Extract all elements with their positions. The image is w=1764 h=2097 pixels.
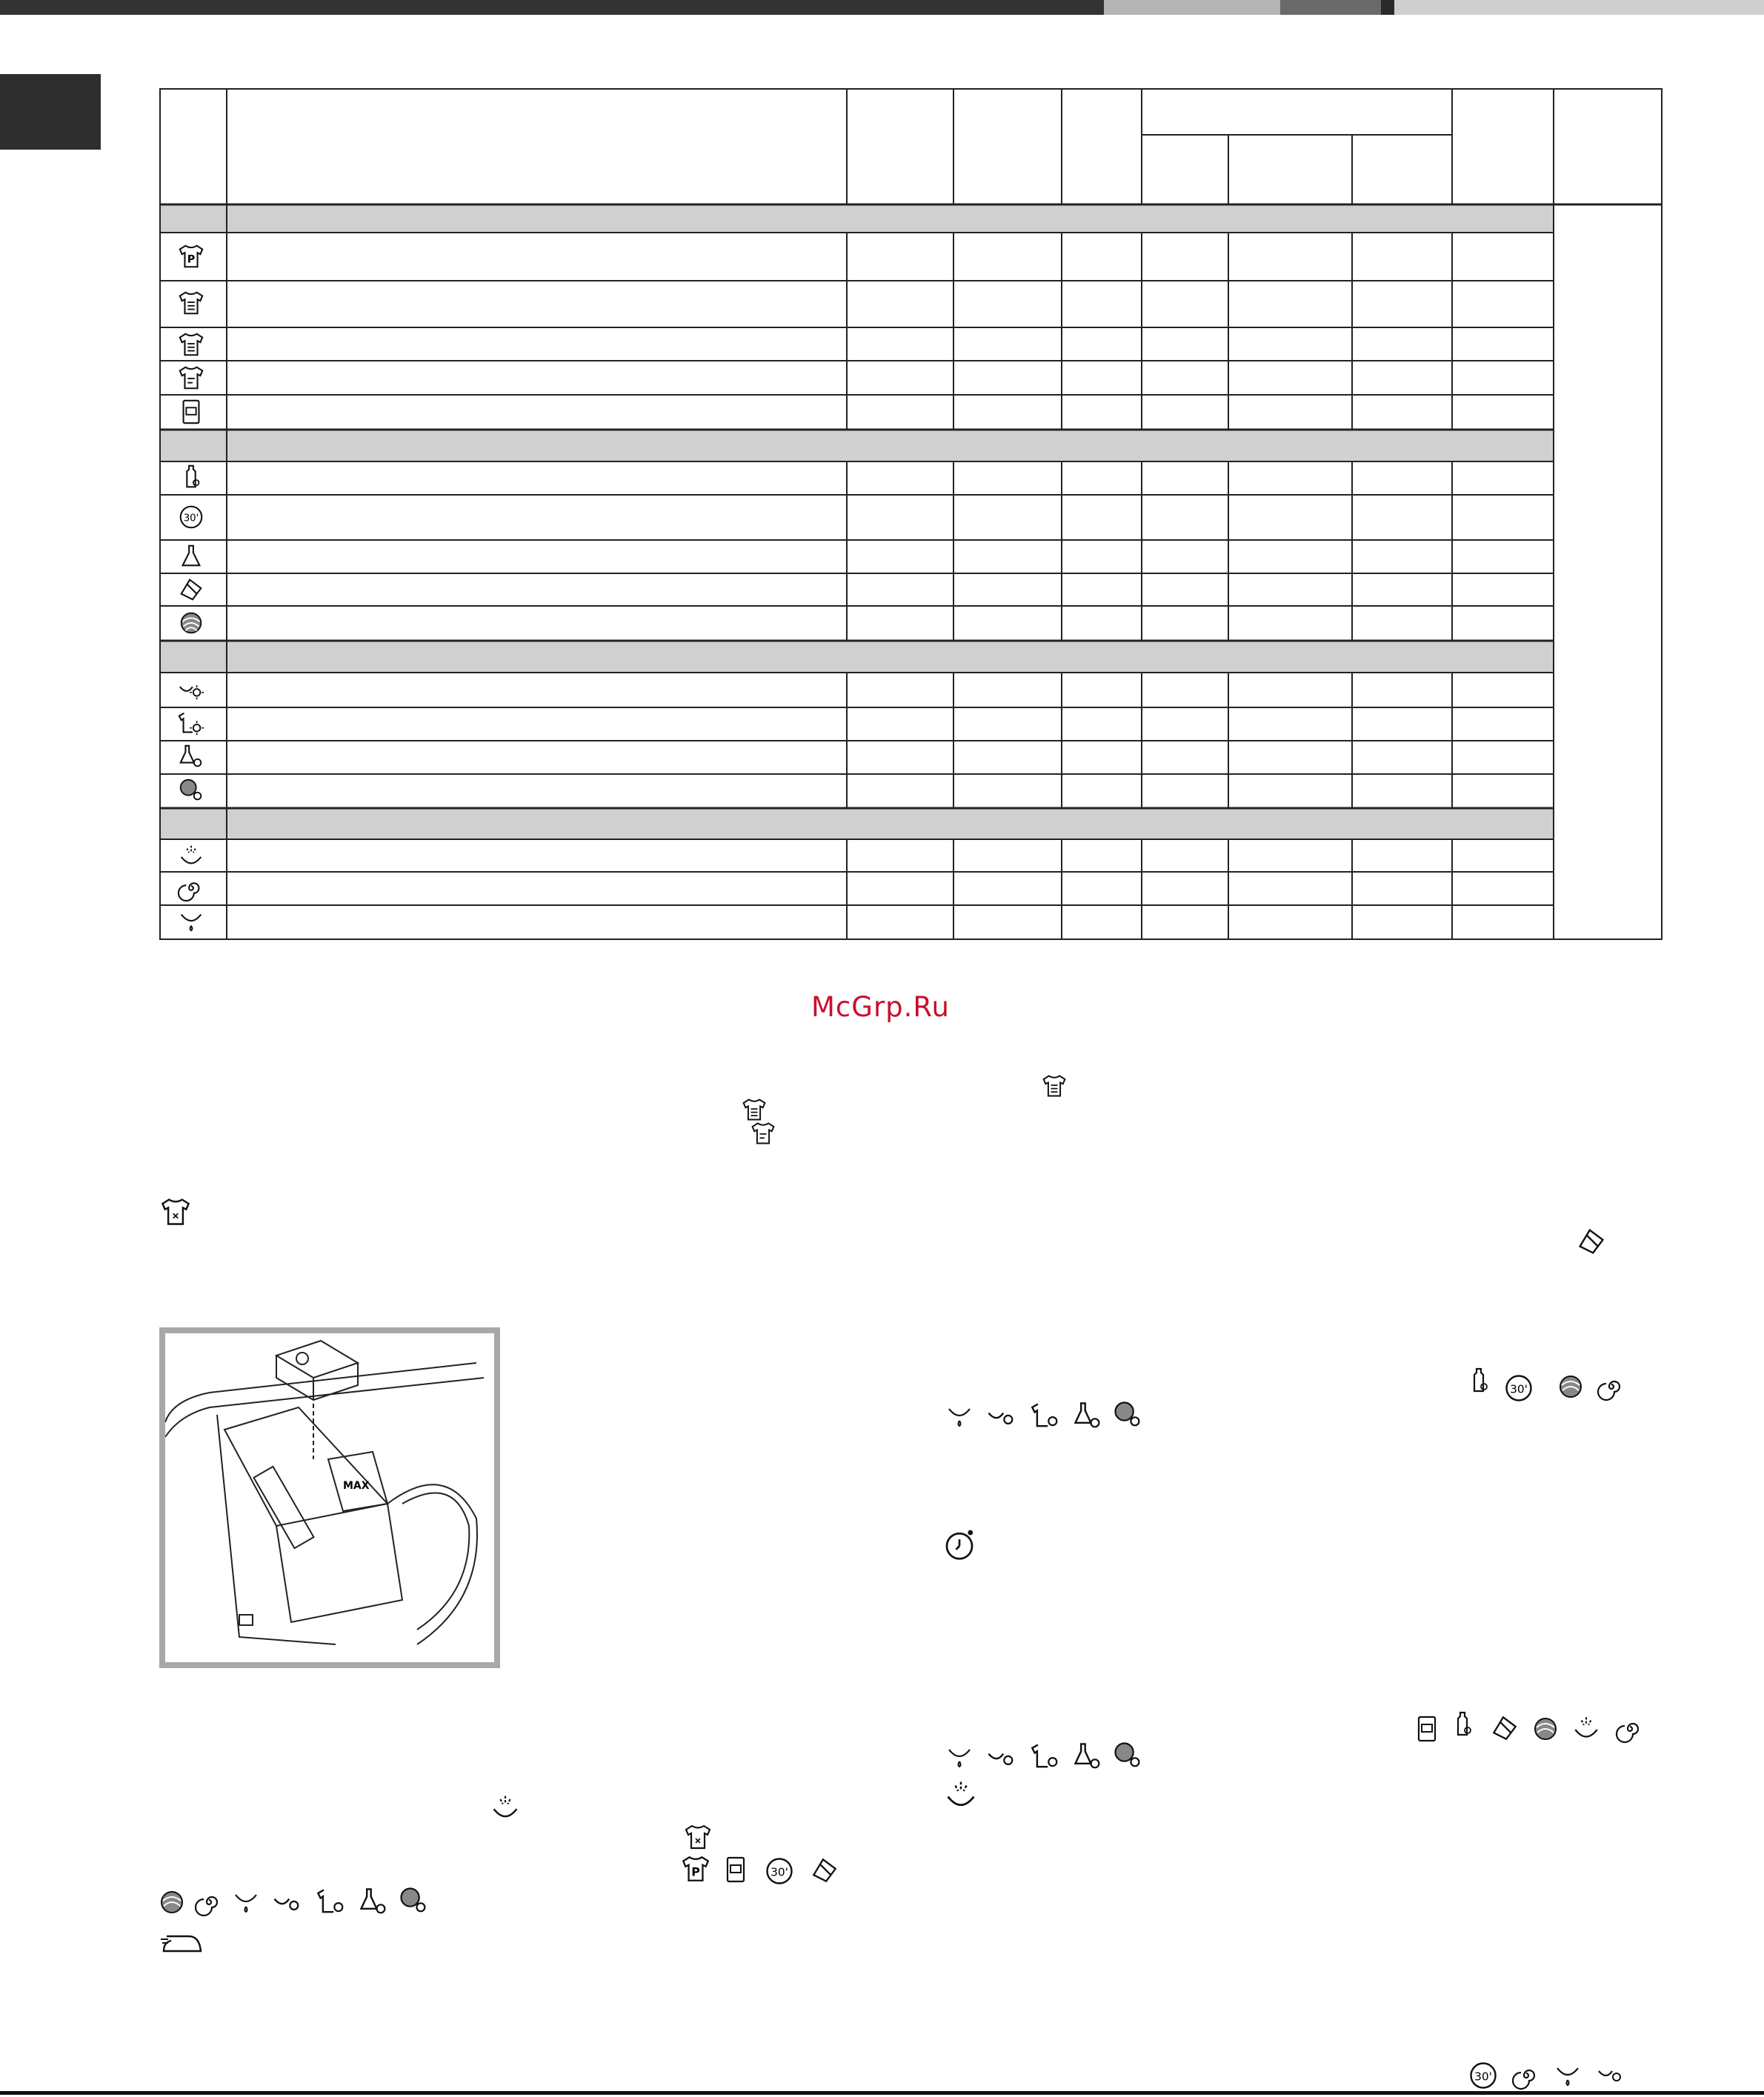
silk-hand-icon [1489,1713,1520,1744]
jeans-tag-icon [177,398,205,426]
spin-icon [1615,1714,1645,1744]
max-label: MAX [343,1480,370,1492]
mixed-30-icon [1467,2059,1500,2092]
rinse-sun-icon [1594,2059,1627,2089]
svg-text:30': 30' [183,513,199,524]
section-row-shade [159,430,1554,461]
shirt-stain-icon [682,1822,714,1852]
header-bar-pale [1394,0,1764,15]
mixed-30-icon [177,503,205,531]
t-shirt-p-icon [680,1853,711,1884]
timer-icon [942,1526,976,1563]
drain-icon [231,1887,261,1917]
shirt-sun-icon [1030,1741,1062,1773]
svg-text:P: P [187,253,196,266]
silk-hand-icon [177,576,205,604]
table-grid [159,88,1663,940]
t-shirt-lines-icon [177,289,205,317]
shirt-sun-icon [316,1886,348,1918]
t-shirt-lines-icon [741,1096,768,1123]
jeans-tag-icon [721,1853,750,1886]
spin-icon [194,1887,224,1917]
drawer-illustration [165,1333,494,1662]
t-shirt-p-icon [177,242,205,270]
watermark: McGrp.Ru [811,991,950,1023]
rinse-sun-icon [177,676,205,704]
rinse-sun-icon [985,1400,1018,1433]
section-row-shade [159,641,1554,673]
wool-sun-icon [177,776,205,804]
silk-hand-icon [1575,1225,1608,1258]
wool-ball-icon [157,1887,187,1917]
svg-text:30': 30' [1474,2070,1492,2084]
delicates-flask-icon [177,542,205,570]
t-shirt-lines-icon [177,330,205,359]
flask-sun-icon [357,1886,390,1918]
wool-ball-icon [1556,1372,1585,1401]
baby-bottle-icon [1448,1708,1477,1741]
rinse-icon [942,1776,979,1813]
spin-icon [1511,2061,1541,2090]
t-shirt-lines-small-icon [750,1120,776,1147]
flask-sun-icon [1071,1400,1104,1433]
svg-text:30': 30' [1510,1382,1528,1396]
drain-icon [1553,2061,1582,2090]
t-shirt-lines-small-icon [177,364,205,392]
section-row-shade [159,808,1554,839]
rinse-icon [1571,1713,1602,1744]
header-bar-black [1381,0,1394,15]
mixed-30-icon [1502,1372,1535,1404]
header-bar-light [1104,0,1280,15]
shirt-stain-icon [159,1196,192,1228]
shirt-sun-icon [177,710,205,738]
shirt-sun-icon [1030,1400,1062,1433]
svg-text:P: P [691,1864,700,1879]
header-bar-dark [0,0,1104,15]
svg-text:30': 30' [770,1865,788,1879]
drain-icon [945,1401,974,1431]
mixed-30-icon [763,1855,796,1887]
wool-ball-icon [1531,1714,1560,1744]
iron-icon [159,1932,204,1956]
program-table [159,88,1663,940]
rinse-sun-icon [271,1886,304,1918]
spin-icon [1597,1372,1626,1401]
flask-sun-icon [1071,1741,1104,1773]
jeans-tag-icon [1412,1713,1442,1745]
detergent-drawer-figure [159,1327,500,1668]
wool-sun-icon [1111,1398,1144,1431]
section-row-shade [159,204,1554,233]
bottom-rule [0,2091,1764,2095]
t-shirt-lines-icon [1041,1073,1068,1099]
side-tab [0,74,101,150]
header-bar-mid [1280,0,1381,15]
spin-icon [177,874,205,902]
drain-icon [177,907,205,936]
wool-sun-icon [1111,1739,1144,1772]
wool-sun-icon [397,1884,430,1917]
rinse-sun-icon [985,1741,1018,1773]
wool-ball-icon [177,609,205,637]
silk-hand-icon [809,1855,840,1886]
flask-sun-icon [177,743,205,771]
rinse-icon [177,841,205,870]
rinse-icon [489,1791,522,1824]
baby-bottle-icon [177,463,205,491]
drain-icon [945,1742,974,1772]
baby-bottle-icon [1464,1366,1494,1396]
